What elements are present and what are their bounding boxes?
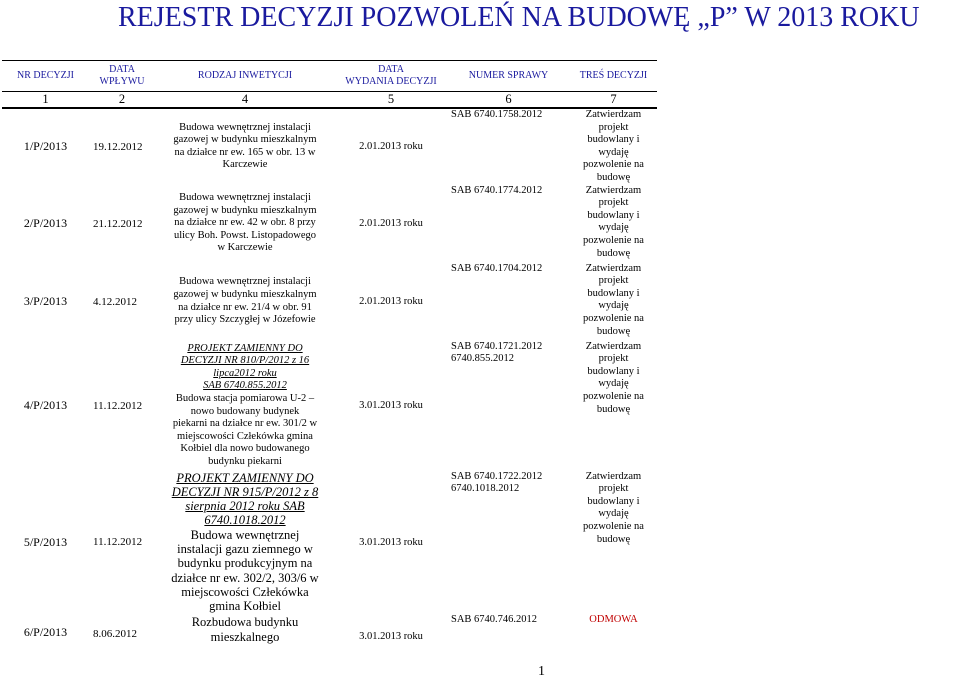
decision-content-line: Zatwierdzam <box>585 184 642 196</box>
receipt-date: 21.12.2012 <box>93 217 143 230</box>
investment-description-line: na działce nr ew. 42 w obr. 8 przy <box>174 217 316 229</box>
amendment-reference: lipca2012 roku <box>213 367 277 379</box>
investment-description-line: przy ulicy Szczygłej w Józefowie <box>174 314 316 326</box>
decision-content-line: pozwolenie na <box>583 520 644 532</box>
decision-content-line: Zatwierdzam <box>585 340 642 352</box>
decision-content-line: wydaję <box>598 146 629 158</box>
amendment-reference: PROJEKT ZAMIENNY DO <box>176 470 314 485</box>
column-number: 1 <box>2 92 89 109</box>
amendment-reference: DECYZJI NR 915/P/2012 z 8 <box>171 484 319 499</box>
decision-content-line: Zatwierdzam <box>585 262 642 274</box>
investment-description-line: Budowa stacja pomiarowa U-2 – <box>175 392 315 404</box>
case-number-line: 6740.1018.2012 <box>451 483 520 495</box>
case-number-line: SAB 6740.1704.2012 <box>451 262 543 274</box>
case-number <box>447 263 570 341</box>
decision-content-line: pozwolenie na <box>583 234 644 246</box>
table-row <box>2 471 657 614</box>
investment-description-line: Kołbiel dla nowo budowanego <box>180 443 310 455</box>
investment-description-line: na działce nr ew. 165 w obr. 13 w <box>174 146 316 158</box>
investment-description-line: instalacji gazu ziemnego w <box>177 542 313 557</box>
case-number <box>447 341 570 471</box>
decision-content-line: projekt <box>598 275 629 287</box>
case-number-line: 6740.855.2012 <box>451 353 514 365</box>
issue-date: 3.01.2013 roku <box>359 400 423 412</box>
page-title: REJESTR DECYZJI POZWOLEŃ NA BUDOWĘ „P” W 2013 ROKU <box>118 2 920 33</box>
decision-content-line: budowę <box>596 533 631 545</box>
header-data-wplywu: DATA WPŁYWU <box>89 61 155 92</box>
investment-description-line: Rozbudowa budynku <box>191 615 299 630</box>
decision-number: 4/P/2013 <box>23 398 68 413</box>
issue-date: 2.01.2013 roku <box>359 218 423 230</box>
decision-content <box>570 614 657 646</box>
decision-number: 1/P/2013 <box>23 139 68 154</box>
header-nr-decyzji: NR DECYZJI <box>2 61 89 92</box>
refusal-label: ODMOWA <box>589 613 638 625</box>
decision-content-line: Zatwierdzam <box>585 109 642 120</box>
header-tresc-decyzji: TREŚ DECYZJI <box>570 61 657 92</box>
case-number-line: SAB 6740.1774.2012 <box>451 184 543 196</box>
amendment-reference: PROJEKT ZAMIENNY DO <box>187 342 303 354</box>
investment-description-line: gazowej w budynku mieszkalnym <box>173 288 317 300</box>
table-row <box>2 185 657 263</box>
investment-type <box>155 263 335 341</box>
decision-number: 2/P/2013 <box>23 216 68 231</box>
header-numer-sprawy: NUMER SPRAWY <box>447 61 570 92</box>
header-rodzaj-inwestycji: RODZAJ INWETYCJI <box>155 61 335 92</box>
amendment-reference: DECYZJI NR 810/P/2012 z 16 <box>180 355 310 367</box>
decision-content-line: projekt <box>598 121 629 133</box>
case-number <box>447 108 570 185</box>
receipt-date: 8.06.2012 <box>93 627 137 640</box>
decision-number: 5/P/2013 <box>23 534 68 549</box>
investment-description-line: piekarni na działce nr ew. 301/2 w <box>172 418 318 430</box>
decision-content-line: budowę <box>596 171 631 183</box>
issue-date: 2.01.2013 roku <box>359 296 423 308</box>
decision-content-line: wydaję <box>598 378 629 390</box>
column-number-row <box>2 92 657 109</box>
column-number: 7 <box>570 92 657 109</box>
investment-description-line: działce nr ew. 302/2, 303/6 w <box>171 570 319 585</box>
case-number-line: SAB 6740.1722.2012 <box>451 470 543 482</box>
decision-content <box>570 108 657 185</box>
decision-content-line: pozwolenie na <box>583 390 644 402</box>
receipt-date: 11.12.2012 <box>93 399 143 412</box>
decision-content <box>570 263 657 341</box>
investment-description-line: w Karczewie <box>217 242 273 254</box>
table-row <box>2 263 657 341</box>
decision-number: 6/P/2013 <box>23 624 68 639</box>
investment-description-line: Budowa wewnętrznej <box>190 527 300 542</box>
investment-description-line: ulicy Boh. Powst. Listopadowego <box>173 229 317 241</box>
investment-description-line: Budowa wewnętrznej instalacji <box>179 276 311 288</box>
table-row <box>2 341 657 471</box>
column-number: 5 <box>335 92 447 109</box>
amendment-reference: 6740.1018.2012 <box>204 513 286 528</box>
decision-content-line: budowlany i <box>587 134 640 146</box>
table-row <box>2 108 657 185</box>
issue-date: 2.01.2013 roku <box>359 141 423 153</box>
investment-description-line: Budowa wewnętrznej instalacji <box>179 192 311 204</box>
header-row <box>2 61 657 92</box>
investment-description-line: mieszkalnego <box>210 629 280 644</box>
decision-content-line: pozwolenie na <box>583 159 644 171</box>
investment-type <box>155 614 335 646</box>
investment-type <box>155 185 335 263</box>
investment-description-line: gazowej w budynku mieszkalnym <box>173 134 317 146</box>
decision-content-line: wydaję <box>598 222 629 234</box>
case-number-line: SAB 6740.1758.2012 <box>451 109 543 120</box>
investment-description-line: miejscowości Człekówka gmina <box>177 430 313 442</box>
decision-content-line: budowlany i <box>587 209 640 221</box>
decision-content-line: wydaję <box>598 508 629 520</box>
page-number: 1 <box>538 664 545 679</box>
case-number <box>447 471 570 614</box>
decision-content-line: budowlany i <box>587 287 640 299</box>
investment-description-line: gazowej w budynku mieszkalnym <box>173 204 317 216</box>
case-number <box>447 185 570 263</box>
header-data-wydania: DATA WYDANIA DECYZJI <box>335 61 447 92</box>
decision-content-line: pozwolenie na <box>583 312 644 324</box>
investment-description-line: budynku produkcyjnym na <box>177 556 313 571</box>
issue-date: 3.01.2013 roku <box>359 630 423 642</box>
amendment-reference: SAB 6740.855.2012 <box>203 380 287 392</box>
investment-type <box>155 471 335 614</box>
investment-description-line: budynku piekarni <box>208 455 282 467</box>
case-number-line: SAB 6740.746.2012 <box>451 613 538 625</box>
decision-content <box>570 341 657 471</box>
column-number: 6 <box>447 92 570 109</box>
decision-content-line: budowę <box>596 403 631 415</box>
table-row <box>2 614 657 646</box>
decision-content-line: projekt <box>598 353 629 365</box>
investment-description-line: gmina Kołbiel <box>209 599 281 614</box>
investment-description-line: nowo budowany budynek <box>190 405 300 417</box>
investment-description-line: na działce nr ew. 21/4 w obr. 91 <box>178 301 312 313</box>
decision-content-line: budowę <box>596 247 631 259</box>
decision-content-line: projekt <box>598 483 629 495</box>
decision-content-line: budowę <box>596 325 631 337</box>
decision-content-line: budowlany i <box>587 365 640 377</box>
case-number-line: SAB 6740.1721.2012 <box>451 340 543 352</box>
investment-description-line: miejscowości Człekówka <box>181 584 309 599</box>
column-number: 4 <box>155 92 335 109</box>
column-number: 2 <box>89 92 155 109</box>
decision-content-line: budowlany i <box>587 495 640 507</box>
decision-content <box>570 185 657 263</box>
decision-content-line: projekt <box>598 197 629 209</box>
amendment-reference: sierpnia 2012 roku SAB <box>185 499 305 514</box>
case-number <box>447 614 570 646</box>
decision-content-line: Zatwierdzam <box>585 470 642 482</box>
investment-type <box>155 108 335 185</box>
register-table <box>2 60 657 646</box>
receipt-date: 11.12.2012 <box>93 536 143 549</box>
decision-number: 3/P/2013 <box>23 294 68 309</box>
investment-description-line: Karczewie <box>222 159 268 171</box>
receipt-date: 4.12.2012 <box>93 295 137 308</box>
receipt-date: 19.12.2012 <box>93 140 143 153</box>
investment-type <box>155 341 335 471</box>
decision-content-line: wydaję <box>598 300 629 312</box>
decision-content <box>570 471 657 614</box>
investment-description-line: Budowa wewnętrznej instalacji <box>179 121 311 133</box>
issue-date: 3.01.2013 roku <box>359 536 423 548</box>
